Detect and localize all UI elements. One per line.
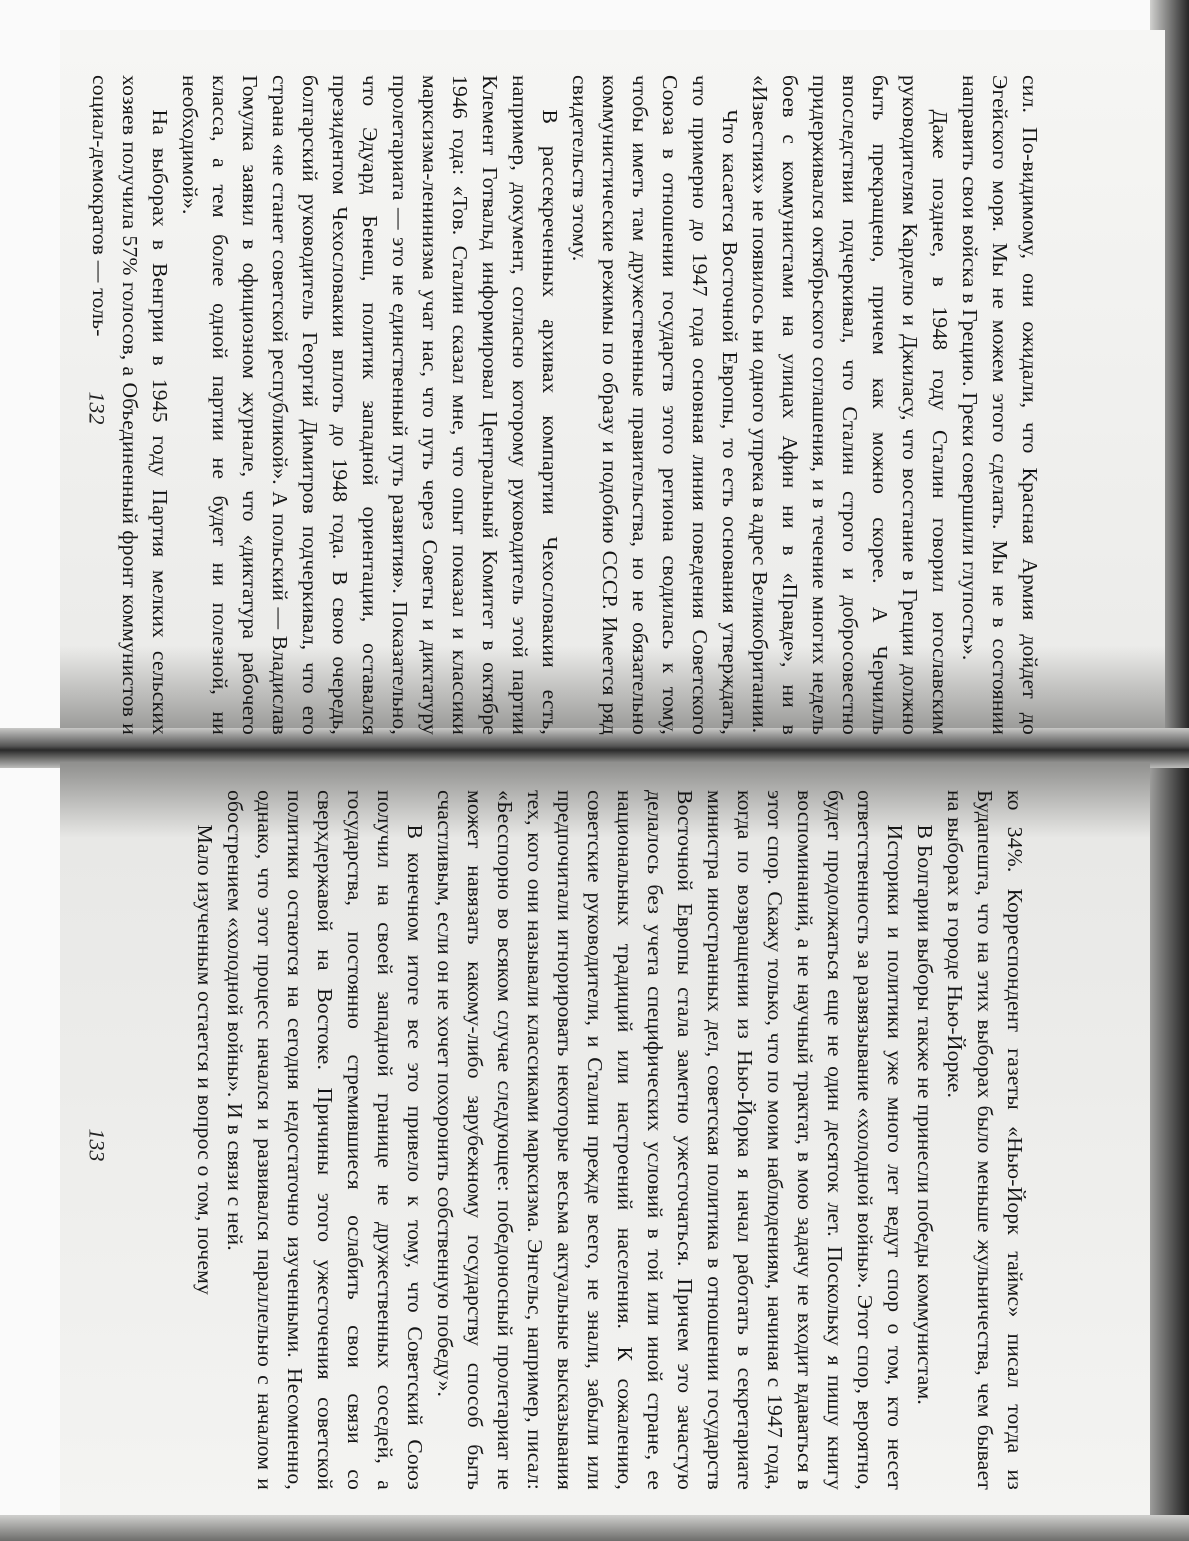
paragraph: Историки и политики уже много лет ведут спор о том, кто несет ответственность за развязывание «холодной войны». Этот спор, вероятно, будет продолжаться еще не один десяток лет. Поскольку я пишу книгу воспоминаний, а не научный трактат, в мою задачу не входит вдаваться в этот спор. Скажу только, что по моим наблюдениям, начиная с 1947 года, когда по возвращении из Нью-Йорка я начал работать в секретариате министра иностранных дел, советская политика в отношении государств Восточной Европы стала заметно ужесточаться. Причем это зачастую делалось без учета специфических условий в той или иной стране, ее национальных традиций или настроений населения. К сожалению, советские руководители, и Сталин прежде всего, не знали, забыли или предпочитали игнорировать некоторые весьма актуальные высказывания тех, кого они называли классиками марксизма. Энгельс, например, писал: «Бесспорно во всяком случае следующее: победоносный пролетариат не может навязать какому-либо зарубежному государству способ быть счастливым, если он не хочет похоронить собственную победу». xyxy=(433,790,907,1490)
paragraph: сил. По-видимому, они ожидали, что Красная Армия дойдет до Эгейского моря. Мы не можем этого сделать. Мы не в состоянии направить свои войска в Грецию. Греки совершили глупость». xyxy=(958,75,1042,735)
paragraph: ко 34%. Корреспондент газеты «Нью-Йорк таймс» писал тогда из Будапешта, что на этих выборах было меньше жульничества, чем бывает на выборах в городе Нью-Йорке. xyxy=(943,790,1027,1490)
page-number: 132 xyxy=(84,391,110,425)
paragraph: В рассекреченных архивах компартии Чехословакии есть, например, документ, согласно которому руководитель этой партии Клемент Готвальд информировал Центральный Комитет в октябре 1946 года: «Тов. Сталин сказал мне, что опыт показал и классики марксизма-ленинизма учат нас, что путь через Советы и диктатуру пролетариата — это не единственный путь развития». Показательно, что Эдуард Бенеш, политик западной ориентации, оставался президентом Чехословакии вплоть до 1948 года. В свою очередь, болгарский руководитель Георгий Димитров подчеркивал, что его страна «не станет советской республикой». А польский — Владислав Гомулка заявил в официозном журнале, что «диктатура рабочего класса, а тем более одной партии не будет ни полезной, ни необходимой». xyxy=(178,75,562,735)
paragraph: Даже позднее, в 1948 году Сталин говорил югославским руководителям Карделю и Джиласу, что восстание в Греции должно быть прекращено, причем как можно скорее. А Черчилль впоследствии подчеркивал, что Сталин строго и добросовестно придерживался октябрьского соглашения, и в течение многих недель боев с коммунистами на улицах Афин ни в «Правде», ни в «Известиях» не появилось ни одного упрека в адрес Великобритании. xyxy=(748,75,952,735)
paragraph: На выборах в Венгрии в 1945 году Партия мелких сельских хозяев получила 57% голосов, а Объединенный фронт коммунистов и социал-демократов — толь- xyxy=(88,75,172,735)
paragraph: Мало изученным остается и вопрос о том, почему xyxy=(193,824,217,1296)
paragraph: В конечном итоге все это привело к тому, что Советский Союз получил на своей западной границе не дружественных соседей, а государства, постоянно стремившиеся ослабить свои связи со сверхдержавой на Востоке. Причины этого ужесточения советской политики остаются на сегодня недостаточно изученными. Несомненно, однако, что этот процесс начался и развивался параллельно с началом и обострением «холодной войны». И в связи с ней. xyxy=(223,790,427,1490)
left-page-text xyxy=(85,75,1045,735)
page-block-edge xyxy=(0,1515,1189,1541)
page-number: 133 xyxy=(84,1128,110,1162)
right-page-text xyxy=(190,790,1030,1490)
paragraph: Что касается Восточной Европы, то есть основания утверждать, что примерно до 1947 года основная линия поведения Советского Союза в отношении государств этого региона сводилась к тому, чтобы иметь там дружественные правительства, но не обязательно коммунистические режимы по образу и подобию СССР. Имеется ряд свидетельств этому. xyxy=(568,75,742,735)
paragraph: В Болгарии выборы также не принесли победы коммунистам. xyxy=(913,824,937,1406)
